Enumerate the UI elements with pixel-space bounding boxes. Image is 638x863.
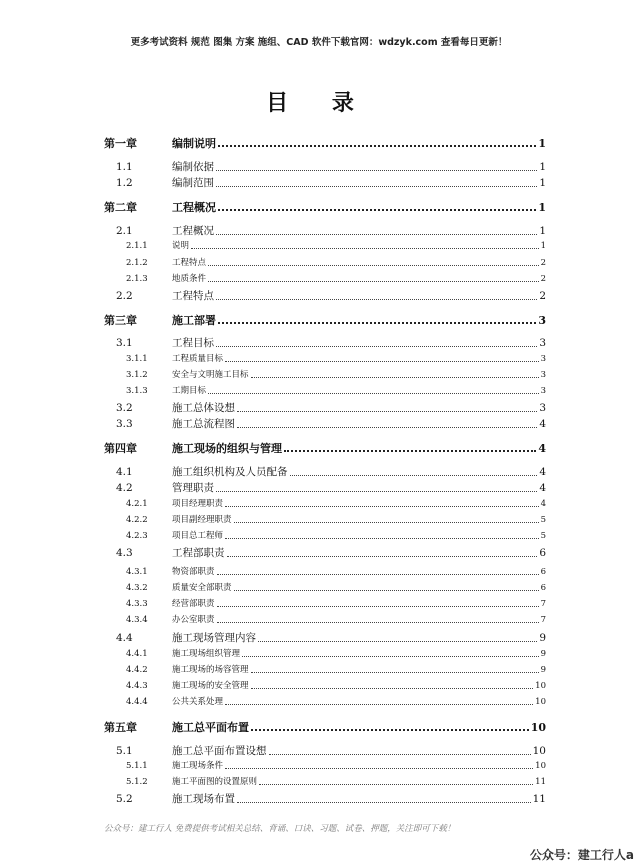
toc-entry[interactable] bbox=[104, 762, 546, 771]
toc-leader-dots bbox=[208, 392, 539, 394]
toc-leader-dots bbox=[225, 767, 533, 769]
toc-entry-number: 4.1 bbox=[116, 466, 133, 478]
toc-entry-number: 3.1.3 bbox=[126, 386, 148, 396]
toc-entry-number: 4.3.4 bbox=[126, 615, 148, 625]
toc-entry-page: 10 bbox=[535, 681, 546, 691]
toc-entry-number: 1.2 bbox=[116, 177, 133, 189]
toc-entry-title: 编制范围 bbox=[172, 177, 214, 189]
toc-entry[interactable] bbox=[104, 202, 546, 213]
toc-entry-number: 2.1.1 bbox=[126, 241, 148, 251]
toc-entry[interactable] bbox=[104, 138, 546, 149]
toc-entry-title: 施工现场组织管理 bbox=[172, 649, 241, 659]
toc-entry-title: 管理职责 bbox=[172, 482, 214, 494]
toc-entry-title: 编制说明 bbox=[172, 137, 216, 150]
toc-leader-dots bbox=[225, 537, 539, 539]
toc-entry-title: 工程概况 bbox=[172, 225, 214, 237]
toc-entry-title: 工程特点 bbox=[172, 258, 207, 268]
toc-entry[interactable] bbox=[104, 600, 546, 609]
toc-entry[interactable] bbox=[104, 162, 546, 173]
toc-entry-number: 4.3.1 bbox=[126, 567, 148, 577]
toc-entry-page: 11 bbox=[535, 777, 546, 787]
toc-entry-page: 11 bbox=[532, 793, 546, 805]
toc-leader-dots bbox=[217, 573, 539, 575]
toc-leader-dots bbox=[217, 621, 539, 623]
toc-leader-dots bbox=[218, 208, 536, 211]
toc-entry-page: 10 bbox=[535, 697, 546, 707]
toc-entry-title: 施工现场布置 bbox=[172, 793, 235, 805]
toc-entry-number: 4.2.2 bbox=[126, 515, 148, 525]
toc-entry-title: 经营部职责 bbox=[172, 599, 215, 609]
toc-leader-dots bbox=[269, 753, 531, 755]
toc-entry-number: 第二章 bbox=[104, 201, 137, 214]
toc-entry-title: 施工总平面布置 bbox=[172, 721, 249, 734]
toc-entry-title: 工程特点 bbox=[172, 290, 214, 302]
toc-entry-number: 2.2 bbox=[116, 290, 133, 302]
toc-leader-dots bbox=[216, 185, 537, 187]
toc-leader-dots bbox=[251, 376, 539, 378]
toc-leader-dots bbox=[242, 655, 539, 657]
toc-leader-dots bbox=[208, 280, 539, 282]
toc-entry-page: 2 bbox=[539, 290, 546, 302]
toc-entry-title: 编制依据 bbox=[172, 161, 214, 173]
toc-entry-page: 5 bbox=[540, 515, 546, 525]
toc-entry[interactable] bbox=[104, 226, 546, 237]
toc-entry[interactable] bbox=[104, 242, 546, 251]
toc-entry-page: 9 bbox=[539, 632, 546, 644]
toc-entry-title: 施工总流程图 bbox=[172, 418, 235, 430]
toc-leader-dots bbox=[234, 589, 539, 591]
toc-entry-title: 地质条件 bbox=[172, 274, 207, 284]
toc-entry-page: 3 bbox=[540, 370, 546, 380]
toc-entry[interactable] bbox=[104, 584, 546, 593]
toc-leader-dots bbox=[259, 783, 533, 785]
toc-leader-dots bbox=[216, 233, 537, 235]
toc-entry-number: 第五章 bbox=[104, 721, 137, 734]
toc-entry-page: 1 bbox=[539, 161, 546, 173]
toc-entry-page: 9 bbox=[540, 649, 546, 659]
toc-entry-number: 4.3.2 bbox=[126, 583, 148, 593]
toc-entry-page: 4 bbox=[539, 466, 546, 478]
toc-leader-dots bbox=[208, 264, 539, 266]
toc-entry-page: 3 bbox=[538, 314, 546, 327]
toc-entry-page: 7 bbox=[540, 599, 546, 609]
toc-leader-dots bbox=[251, 671, 539, 673]
toc-entry-number: 3.1.2 bbox=[126, 370, 148, 380]
toc-entry[interactable] bbox=[104, 259, 546, 268]
toc-entry-number: 第三章 bbox=[104, 314, 137, 327]
toc-entry-title: 施工部署 bbox=[172, 314, 216, 327]
toc-entry-page: 4 bbox=[540, 499, 546, 509]
toc-entry-page: 4 bbox=[539, 418, 546, 430]
page-title: 目 录 bbox=[266, 90, 372, 116]
toc-entry[interactable] bbox=[104, 682, 546, 691]
toc-entry-number: 4.4.2 bbox=[126, 665, 148, 675]
toc-leader-dots bbox=[216, 298, 537, 300]
toc-entry-page: 3 bbox=[539, 402, 546, 414]
toc-entry-title: 公共关系处理 bbox=[172, 697, 224, 707]
toc-leader-dots bbox=[216, 345, 537, 347]
toc-entry-title: 工程部职责 bbox=[172, 547, 225, 559]
header-banner: 更多考试资料 规范 图集 方案 施组、CAD 软件下载官网：wdzyk.com 查看每日更新！ bbox=[130, 37, 508, 48]
toc-entry-title: 施工现场管理内容 bbox=[172, 632, 256, 644]
toc-entry[interactable] bbox=[104, 568, 546, 577]
toc-leader-dots bbox=[234, 521, 539, 523]
toc-entry-page: 10 bbox=[535, 761, 546, 771]
watermark-text: 公众号：建工行人a bbox=[529, 848, 634, 862]
footer-note: 公众号：建工行人 免费提供考试相关总结、背诵、口诀、习题、试卷、押题，关注即可下载！ bbox=[104, 824, 456, 834]
toc-entry[interactable] bbox=[104, 338, 546, 349]
toc-entry[interactable] bbox=[104, 419, 546, 430]
toc-entry-number: 第四章 bbox=[104, 442, 137, 455]
toc-leader-dots bbox=[284, 449, 536, 452]
toc-entry[interactable] bbox=[104, 371, 546, 380]
toc-entry-number: 3.3 bbox=[116, 418, 133, 430]
toc-entry-page: 10 bbox=[532, 745, 546, 757]
toc-leader-dots bbox=[216, 169, 537, 171]
toc-leader-dots bbox=[225, 505, 539, 507]
toc-leader-dots bbox=[225, 703, 533, 705]
toc-leader-dots bbox=[217, 605, 539, 607]
toc-entry-page: 1 bbox=[539, 225, 546, 237]
toc-entry-title: 项目副经理职责 bbox=[172, 515, 232, 525]
toc-entry-title: 工程质量目标 bbox=[172, 354, 224, 364]
toc-entry-number: 5.1.2 bbox=[126, 777, 148, 787]
toc-entry-number: 2.1 bbox=[116, 225, 133, 237]
toc-entry-number: 4.4 bbox=[116, 632, 133, 644]
toc-entry-title: 施工总平面布置设想 bbox=[172, 745, 267, 757]
toc-entry-page: 4 bbox=[539, 482, 546, 494]
toc-leader-dots bbox=[191, 247, 539, 249]
toc-entry-number: 2.1.2 bbox=[126, 258, 148, 268]
toc-entry[interactable] bbox=[104, 443, 546, 454]
toc-entry-page: 1 bbox=[539, 177, 546, 189]
toc-entry[interactable] bbox=[104, 467, 546, 478]
toc-entry[interactable] bbox=[104, 698, 546, 707]
toc-entry-number: 1.1 bbox=[116, 161, 133, 173]
toc-entry-number: 4.2.3 bbox=[126, 531, 148, 541]
toc-entry[interactable] bbox=[104, 178, 546, 189]
toc-entry-title: 施工现场条件 bbox=[172, 761, 224, 771]
toc-leader-dots bbox=[218, 321, 536, 324]
toc-entry-page: 6 bbox=[539, 547, 546, 559]
toc-entry[interactable] bbox=[104, 616, 546, 625]
toc-entry-number: 5.1.1 bbox=[126, 761, 148, 771]
toc-leader-dots bbox=[237, 426, 537, 428]
toc-entry-number: 5.2 bbox=[116, 793, 133, 805]
toc-entry[interactable] bbox=[104, 633, 546, 644]
toc-entry-number: 3.2 bbox=[116, 402, 133, 414]
toc-entry[interactable] bbox=[104, 794, 546, 805]
toc-entry-title: 物资部职责 bbox=[172, 567, 215, 577]
toc-entry-page: 10 bbox=[530, 721, 546, 734]
toc-entry-title: 施工现场的安全管理 bbox=[172, 681, 249, 691]
toc-entry-number: 4.2 bbox=[116, 482, 133, 494]
toc-entry-page: 1 bbox=[538, 137, 546, 150]
toc-entry-page: 3 bbox=[540, 386, 546, 396]
toc-entry-title: 项目总工程师 bbox=[172, 531, 224, 541]
toc-entry-page: 4 bbox=[538, 442, 546, 455]
toc-entry-title: 施工组织机构及人员配备 bbox=[172, 466, 288, 478]
toc-entry[interactable] bbox=[104, 355, 546, 364]
toc-entry[interactable] bbox=[104, 483, 546, 494]
toc-entry[interactable] bbox=[104, 315, 546, 326]
toc-entry-title: 项目经理职责 bbox=[172, 499, 224, 509]
toc-entry-title: 办公室职责 bbox=[172, 615, 215, 625]
toc-leader-dots bbox=[227, 555, 538, 557]
toc-entry-page: 7 bbox=[540, 615, 546, 625]
toc-entry[interactable] bbox=[104, 666, 546, 675]
toc-entry-title: 施工现场的场容管理 bbox=[172, 665, 249, 675]
toc-entry-page: 1 bbox=[538, 201, 546, 214]
toc-entry[interactable] bbox=[104, 548, 546, 559]
toc-entry-title: 说明 bbox=[172, 241, 190, 251]
toc-entry-title: 工程概况 bbox=[172, 201, 216, 214]
toc-entry-number: 4.4.3 bbox=[126, 681, 148, 691]
toc-entry-title: 工期目标 bbox=[172, 386, 207, 396]
toc-entry-number: 第一章 bbox=[104, 137, 137, 150]
toc-entry-number: 3.1.1 bbox=[126, 354, 148, 364]
toc-entry-page: 3 bbox=[540, 354, 546, 364]
toc-entry-page: 6 bbox=[540, 567, 546, 577]
toc-leader-dots bbox=[237, 410, 537, 412]
toc-entry[interactable] bbox=[104, 500, 546, 509]
toc-entry-number: 2.1.3 bbox=[126, 274, 148, 284]
toc-entry-page: 6 bbox=[540, 583, 546, 593]
toc-entry[interactable] bbox=[104, 778, 546, 787]
toc-entry-number: 5.1 bbox=[116, 745, 133, 757]
toc-entry-title: 安全与文明施工目标 bbox=[172, 370, 249, 380]
toc-entry[interactable] bbox=[104, 275, 546, 284]
toc-entry-number: 4.4.1 bbox=[126, 649, 148, 659]
toc-entry-title: 工程目标 bbox=[172, 337, 214, 349]
toc-entry-page: 9 bbox=[540, 665, 546, 675]
toc-entry[interactable] bbox=[104, 403, 546, 414]
toc-entry-title: 质量安全部职责 bbox=[172, 583, 232, 593]
toc-entry[interactable] bbox=[104, 650, 546, 659]
toc-entry-number: 4.2.1 bbox=[126, 499, 148, 509]
toc-entry-page: 1 bbox=[540, 241, 546, 251]
toc-leader-dots bbox=[251, 687, 534, 689]
toc-entry-title: 施工现场的组织与管理 bbox=[172, 442, 282, 455]
toc-entry[interactable] bbox=[104, 532, 546, 541]
toc-leader-dots bbox=[290, 474, 538, 476]
toc-leader-dots bbox=[218, 144, 536, 147]
toc-leader-dots bbox=[258, 640, 537, 642]
toc-entry[interactable] bbox=[104, 746, 546, 757]
toc-leader-dots bbox=[225, 360, 539, 362]
toc-leader-dots bbox=[251, 728, 529, 731]
toc-leader-dots bbox=[237, 801, 531, 803]
toc-entry-number: 4.4.4 bbox=[126, 697, 148, 707]
toc-entry-title: 施工平面图的设置原则 bbox=[172, 777, 258, 787]
toc-entry-number: 3.1 bbox=[116, 337, 133, 349]
toc-entry-page: 5 bbox=[540, 531, 546, 541]
toc-entry-number: 4.3 bbox=[116, 547, 133, 559]
toc-entry[interactable] bbox=[104, 516, 546, 525]
toc-entry[interactable] bbox=[104, 387, 546, 396]
toc-entry-page: 2 bbox=[540, 258, 546, 268]
toc-entry-title: 施工总体设想 bbox=[172, 402, 235, 414]
toc-entry-number: 4.3.3 bbox=[126, 599, 148, 609]
toc-entry-page: 2 bbox=[540, 274, 546, 284]
toc-leader-dots bbox=[216, 490, 537, 492]
toc-entry[interactable] bbox=[104, 722, 546, 733]
toc-entry[interactable] bbox=[104, 291, 546, 302]
toc-entry-page: 3 bbox=[539, 337, 546, 349]
